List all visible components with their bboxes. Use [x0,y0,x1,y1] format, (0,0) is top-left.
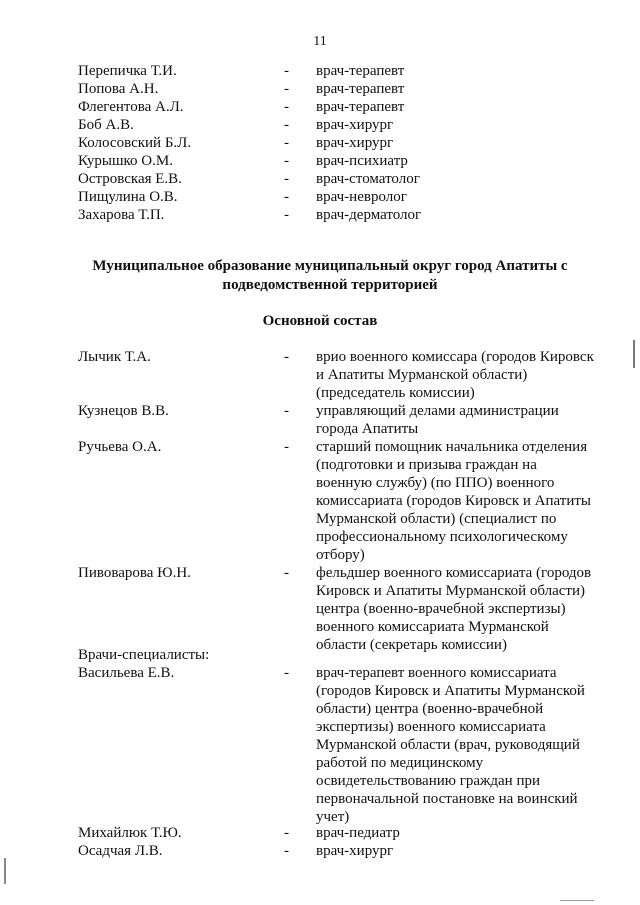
member-name: Курышко О.М. [78,153,173,169]
dash-separator: - [284,153,289,169]
dash-separator: - [284,117,289,133]
member-name: Пивоварова Ю.Н. [78,565,191,581]
member-role: старший помощник начальника отделения (подготовки и призыва граждан на военную службу) (по ППО) военного комиссариата (городов Кировск и Апатиты Мурманской области) (специалист по профессиональному психологическому отбору) [316,439,592,563]
member-name: Пищулина О.В. [78,189,178,205]
dash-separator: - [284,189,289,205]
dash-separator: - [284,99,289,115]
member-role: врач-терапевт [316,63,405,79]
scan-edge-mark [4,858,6,884]
member-role: врач-дерматолог [316,207,422,223]
member-name: Захарова Т.П. [78,207,165,223]
member-name: Перепичка Т.И. [78,63,177,79]
member-name: Островская Е.В. [78,171,182,187]
member-name: Осадчая Л.В. [78,843,163,859]
member-role: фельдшер военного комиссариата (городов Кировск и Апатиты Мурманской области) центра (военно-врачебной экспертизы) военного комиссариата Мурманской области (секретарь комиссии) [316,565,592,653]
member-name: Кузнецов В.В. [78,403,169,419]
member-role: врач-терапевт [316,81,405,97]
dash-separator: - [284,843,289,859]
member-name: Колосовский Б.Л. [78,135,192,151]
member-name: Боб А.В. [78,117,134,133]
member-name: Попова А.Н. [78,81,159,97]
main-composition-title: Основной состав [262,313,378,329]
dash-separator: - [284,665,289,681]
page-number: 11 [313,34,327,49]
dash-separator: - [284,171,289,187]
dash-separator: - [284,825,289,841]
member-role: врач-педиатр [316,825,400,841]
member-role: врач-терапевт [316,99,405,115]
dash-separator: - [284,81,289,97]
member-name: Васильева Е.В. [78,665,175,681]
member-role: врач-хирург [316,135,394,151]
section-title: Муниципальное образование муниципальный округ город Апатиты с подведомственной территорией [92,258,568,293]
dash-separator: - [284,207,289,223]
member-name: Лычик Т.А. [78,349,151,365]
member-role: управляющий делами администрации города Апатиты [316,403,559,437]
dash-separator: - [284,135,289,151]
member-role: врач-невролог [316,189,407,205]
member-role: врач-терапевт военного комиссариата (городов Кировск и Апатиты Мурманской области) центра (военно-врачебной экспертизы) военного комиссариата Мурманской области (врач, руководящий работой по медицинскому освидетельствованию граждан при первоначальной постановке на воинский учет) [316,665,585,825]
member-role: врач-психиатр [316,153,408,169]
member-name: Флегентова А.Л. [78,99,184,115]
member-name: Михайлюк Т.Ю. [78,825,182,841]
member-role: врач-хирург [316,843,394,859]
member-role: врач-стоматолог [316,171,420,187]
dash-separator: - [284,439,289,455]
dash-separator: - [284,565,289,581]
dash-separator: - [284,63,289,79]
member-role: врио военного комиссара (городов Кировск и Апатиты Мурманской области) (председатель комиссии) [316,349,594,401]
specialists-label: Врачи-специалисты: [78,647,210,663]
member-role: врач-хирург [316,117,394,133]
dash-separator: - [284,403,289,419]
scan-edge-mark [633,340,635,368]
dash-separator: - [284,349,289,365]
scan-edge-mark [560,900,594,901]
member-name: Ручьева О.А. [78,439,162,455]
